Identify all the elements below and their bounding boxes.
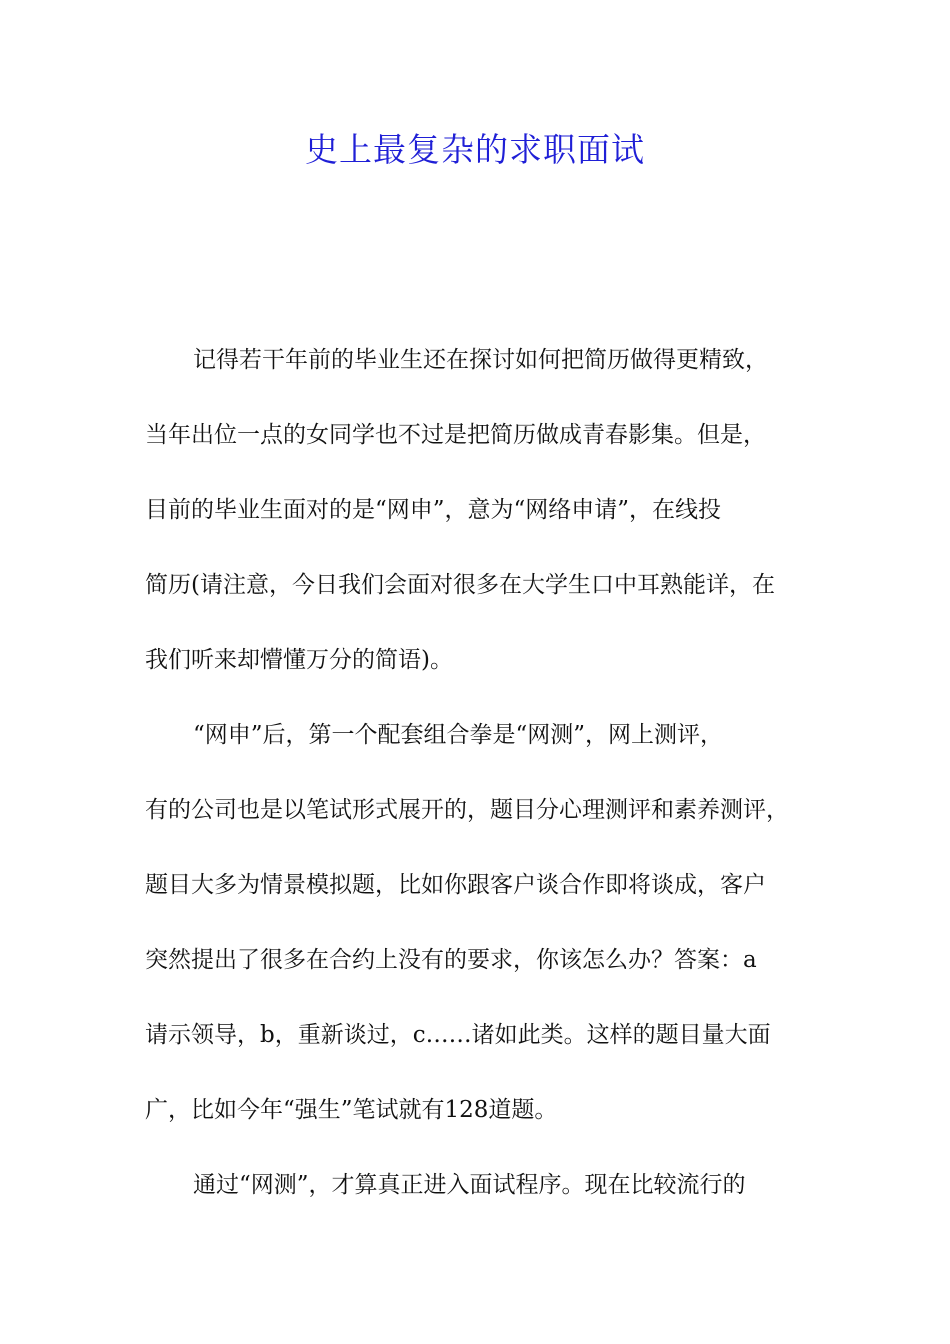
- document-body: [145, 340, 825, 1240]
- body-line: “网申”后，第一个配套组合拳是“网测”，网上测评，: [193, 722, 724, 748]
- body-line: 我们听来却懵懂万分的简语)。: [145, 647, 453, 673]
- body-line: 目前的毕业生面对的是“网申”，意为“网络申请”，在线投: [145, 497, 722, 523]
- body-line: 广，比如今年“强生”笔试就有128道题。: [145, 1097, 558, 1123]
- body-line: 请示领导，b，重新谈过，c……诸如此类。这样的题目量大面: [145, 1022, 771, 1048]
- body-line: 题目大多为情景模拟题，比如你跟客户谈合作即将谈成，客户: [145, 872, 766, 898]
- document-title: 史上最复杂的求职面试: [305, 130, 645, 169]
- body-line: 通过“网测”，才算真正进入面试程序。现在比较流行的: [193, 1172, 746, 1198]
- body-line: 当年出位一点的女同学也不过是把简历做成青春影集。但是，: [145, 422, 766, 448]
- body-line: 有的公司也是以笔试形式展开的，题目分心理测评和素养测评，: [145, 797, 789, 823]
- body-line: 记得若干年前的毕业生还在探讨如何把简历做得更精致，: [193, 347, 768, 373]
- body-line: 突然提出了很多在合约上没有的要求，你该怎么办？答案：a: [145, 947, 757, 973]
- body-line: 简历(请注意，今日我们会面对很多在大学生口中耳熟能详，在: [145, 572, 775, 598]
